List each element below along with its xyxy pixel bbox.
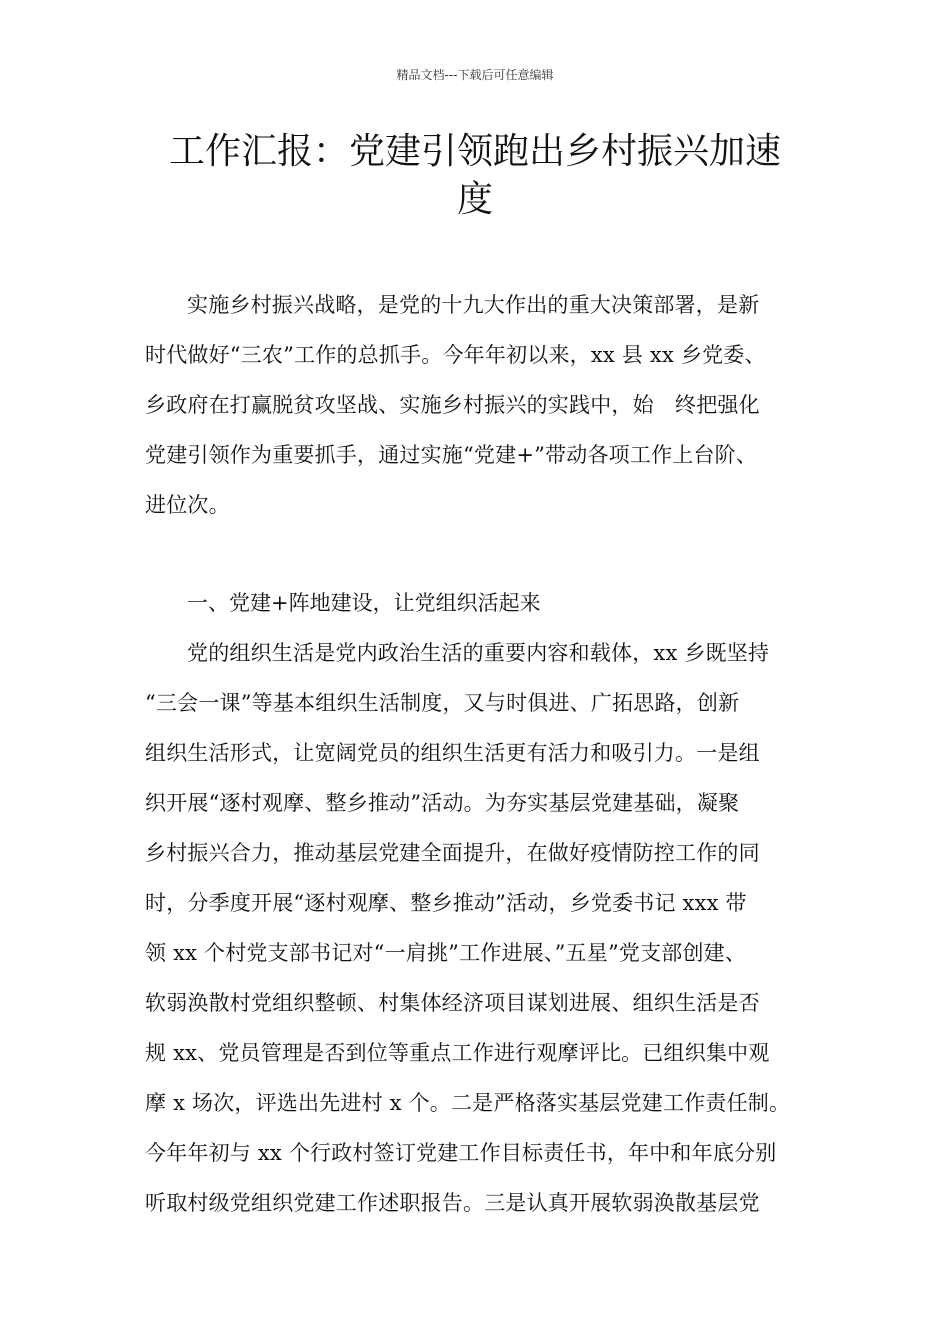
header-note: 精品文档---下载后可任意编辑	[396, 68, 554, 82]
text-line: 领 xx 个村党支部书记对“一肩挑”工作进展、”五星”党支部创建、	[145, 941, 747, 965]
text-line: 规 xx、党员管理是否到位等重点工作进行观摩评比。已组织集中观	[145, 1041, 770, 1065]
text-line: 织开展“逐村观摩、整乡推动”活动。为夯实基层党建基础，凝聚	[145, 791, 740, 815]
text-line: 组织生活形式，让宽阔党员的组织生活更有活力和吸引力。一是组	[145, 741, 760, 765]
text-line: 进位次。	[145, 493, 230, 517]
text-line: 乡村振兴合力，推动基层党建全面提升，在做好疫情防控工作的同	[145, 841, 760, 865]
text-line: 摩 x 场次，评选出先进村 x 个。二是严格落实基层党建工作责任制。	[145, 1091, 791, 1115]
title-line-1: 工作汇报：党建引领跑出乡村振兴加速	[168, 131, 781, 172]
text-line: 乡政府在打赢脱贫攻坚战、实施乡村振兴的实践中，始 终把强化	[145, 393, 760, 417]
document-title	[145, 128, 805, 224]
text-line: 时代做好“三农”工作的总抓手。今年年初以来，xx 县 xx 乡党委、	[145, 343, 766, 367]
text-line: “三会一课”等基本组织生活制度，又与时俱进、广拓思路，创新	[145, 691, 740, 715]
text-line: 今年年初与 xx 个行政村签订党建工作目标责任书，年中和年底分别	[145, 1141, 777, 1165]
section-paragraph	[145, 628, 810, 1228]
intro-paragraph	[145, 280, 810, 530]
text-line: 时，分季度开展“逐村观摩、整乡推动”活动，乡党委书记 xxx 带	[145, 891, 747, 915]
text-line: 党的组织生活是党内政治生活的重要内容和载体，xx 乡既坚持	[187, 641, 770, 665]
text-line: 软弱涣散村党组织整顿、村集体经济项目谋划进展、组织生活是否	[145, 991, 760, 1015]
section-heading: 一、党建+阵地建设，让党组织活起来	[187, 591, 541, 615]
title-line-2: 度	[456, 179, 493, 220]
text-line: 党建引领作为重要抓手，通过实施“党建+”带动各项工作上台阶、	[145, 443, 758, 467]
text-line: 实施乡村振兴战略，是党的十九大作出的重大决策部署，是新	[187, 293, 760, 317]
text-line: 听取村级党组织党建工作述职报告。三是认真开展软弱涣散基层党	[145, 1191, 760, 1215]
